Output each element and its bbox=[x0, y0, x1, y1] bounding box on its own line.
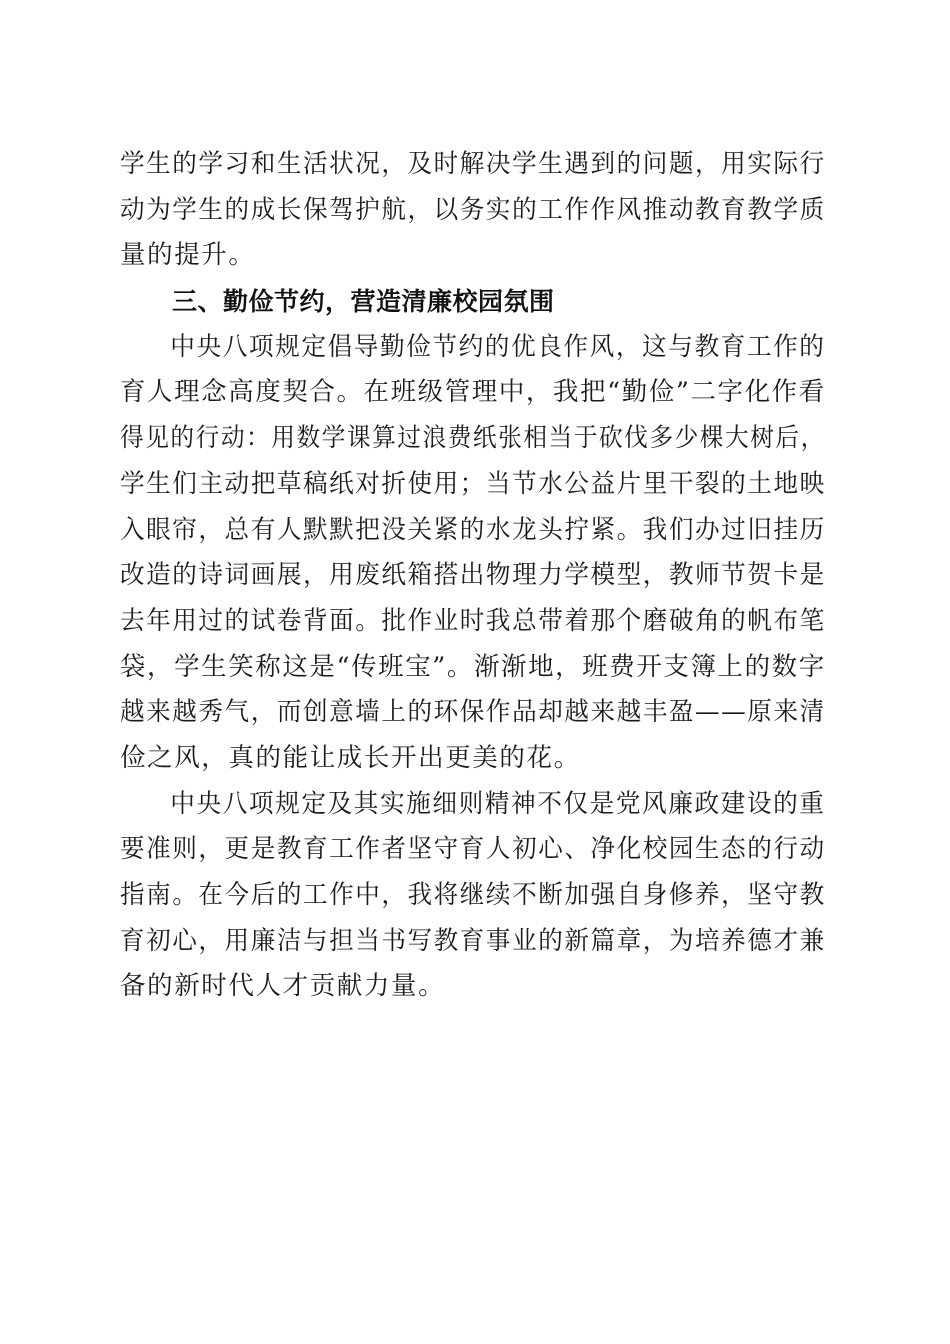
text-line: 袋，学生笑称这是“传班宝”。渐渐地，班费开支簿上的数字 bbox=[120, 651, 826, 682]
text-line: 要准则，更是教育工作者坚守育人初心、净化校园生态的行动 bbox=[120, 834, 826, 865]
paragraph-frugal bbox=[120, 325, 826, 782]
text-line: 改造的诗词画展，用废纸箱搭出物理力学模型，教师节贺卡是 bbox=[120, 560, 826, 591]
text-line: 学生们主动把草稿纸对折使用；当节水公益片里干裂的土地映 bbox=[120, 468, 826, 499]
text-line: 中央八项规定倡导勤俭节约的优良作风，这与教育工作的 bbox=[170, 331, 826, 362]
paragraph-conclusion bbox=[120, 782, 826, 1010]
text-line: 越来越秀气，而创意墙上的环保作品却越来越丰盈——原来清 bbox=[120, 697, 826, 728]
text-line: 备的新时代人才贡献力量。 bbox=[120, 971, 446, 1002]
text-line: 动为学生的成长保驾护航，以务实的工作作风推动教育教学质 bbox=[120, 194, 826, 225]
paragraph-continued bbox=[120, 142, 826, 279]
text-line: 学生的学习和生活状况，及时解决学生遇到的问题，用实际行 bbox=[120, 149, 826, 179]
text-line: 去年用过的试卷背面。批作业时我总带着那个磨破角的帆布笔 bbox=[120, 605, 826, 636]
section-heading: 三、勤俭节约，营造清廉校园氛围 bbox=[172, 287, 555, 317]
text-line: 中央八项规定及其实施细则精神不仅是党风廉政建设的重 bbox=[170, 788, 826, 819]
text-line: 入眼帘，总有人默默把没关紧的水龙头拧紧。我们办过旧挂历 bbox=[120, 514, 826, 545]
text-line: 指南。在今后的工作中，我将继续不断加强自身修养，坚守教 bbox=[120, 880, 826, 910]
text-line: 育人理念高度契合。在班级管理中，我把“勤俭”二字化作看 bbox=[120, 377, 826, 408]
text-line: 俭之风，真的能让成长开出更美的花。 bbox=[120, 742, 581, 773]
text-line: 量的提升。 bbox=[120, 240, 256, 271]
text-line: 育初心，用廉洁与担当书写教育事业的新篇章，为培养德才兼 bbox=[120, 925, 826, 956]
text-line: 得见的行动：用数学课算过浪费纸张相当于砍伐多少棵大树后， bbox=[120, 423, 826, 454]
document-body bbox=[120, 142, 826, 1010]
